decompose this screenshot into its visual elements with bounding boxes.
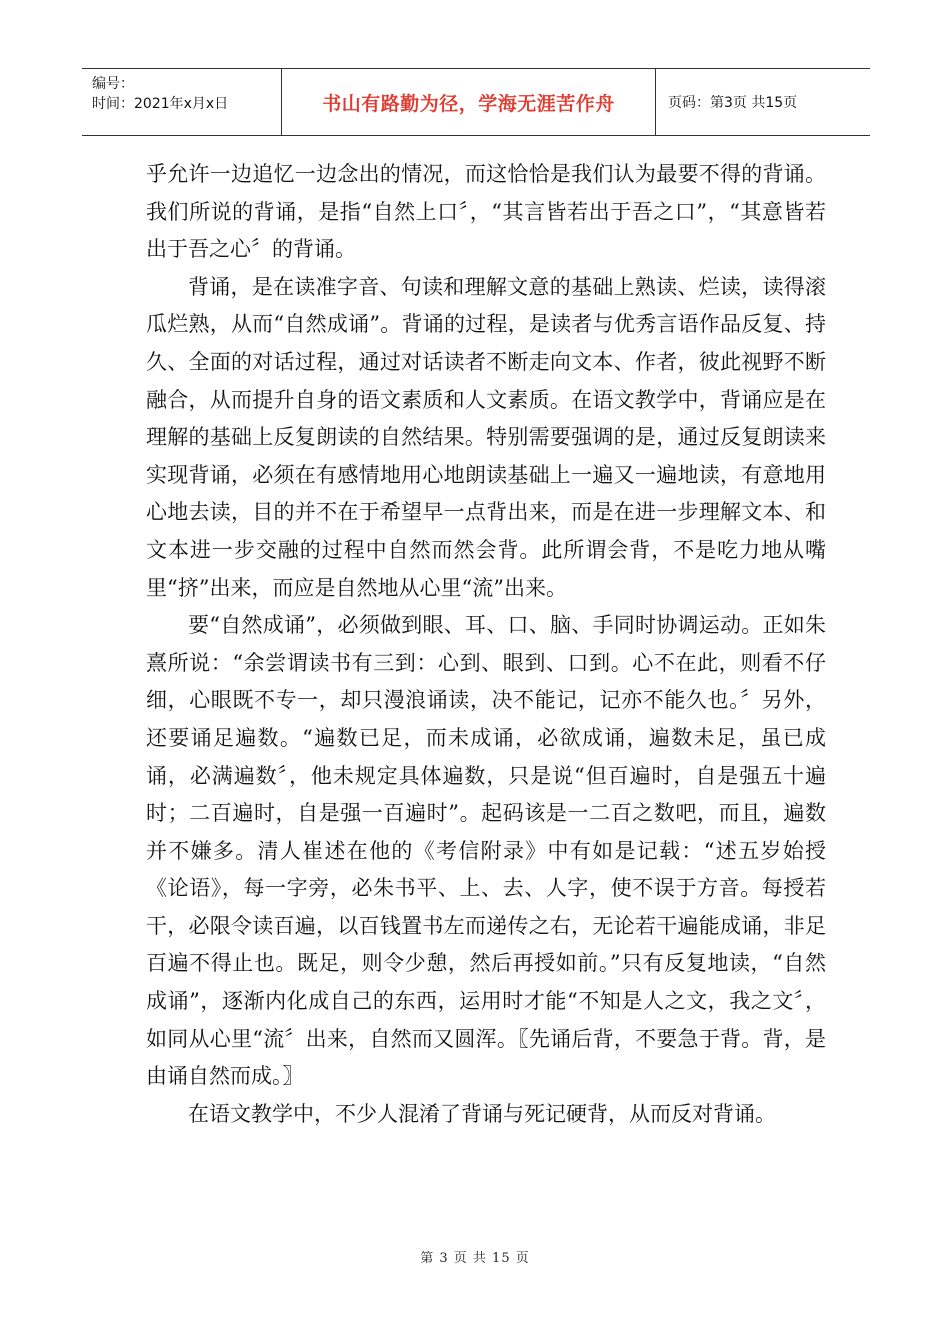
paragraph-continuation: 乎允许一边追忆一边念出的情况，而这恰恰是我们认为最要不得的背诵。我们所说的背诵，是指“自然上口〞，“其言皆若出于吾之口”，“其意皆若出于吾之心〞的背诵。: [146, 162, 826, 262]
paragraph: 要“自然成诵”，必须做到眼、耳、口、脑、手同时协调运动。正如朱熹所说：“余尝谓读书有三到：心到、眼到、口到。心不在此，则看不仔细，心眼既不专一，却只漫浪诵读，决不能记，记亦不能久也。〞另外，还要诵足遍数。“遍数已足，而未成诵，必欲成诵，遍数未足，虽已成诵，必满遍数〞，他未规定具体遍数，只是说“但百遍时，自是强五十遍时；二百遍时，自是强一百遍时”。起码该是一二百之数吧，而且，遍数并不嫌多。清人崔述在他的《考信附录》中有如是记载：“述五岁始授《论语》，每一字旁，必朱书平、上、去、人字，使不误于方音。每授若干，必限令读百遍，以百钱置书左而递传之右，无论若干遍能成诵，非足百遍不得止也。既足，则令少憩，然后再授如前。”只有反复地读，“自然成诵”，逐渐内化成自己的东西，运用时才能“不知是人之文，我之文〞，如同从心里“流〞出来，自然而又圆浑。〖先诵后背，不要急于背。背，是由诵自然而成。〗: [146, 613, 826, 1089]
header-motto: 书山有路勤为径，学海无涯苦作舟: [282, 69, 656, 135]
page-footer: 第 3 页 共 15 页: [420, 1251, 530, 1266]
page-header: [82, 68, 870, 136]
paragraph: 在语文教学中，不少人混淆了背诵与死记硬背，从而反对背诵。: [188, 1101, 776, 1126]
header-page-info: 页码：第3页 共15页: [668, 95, 798, 111]
header-meta: [82, 69, 282, 135]
document-body: [146, 156, 826, 1133]
paragraph: 背诵，是在读准字音、句读和理解文意的基础上熟读、烂读，读得滚瓜烂熟，从而“自然成诵”。背诵的过程，是读者与优秀言语作品反复、持久、全面的对话过程，通过对话读者不断走向文本、作者，彼此视野不断融合，从而提升自身的语文素质和人文素质。在语文教学中，背诵应是在理解的基础上反复朗读的自然结果。特别需要强调的是，通过反复朗读来实现背诵，必须在有感情地用心地朗读基础上一遍又一遍地读，有意地用心地去读，目的并不在于希望早一点背出来，而是在进一步理解文本、和文本进一步交融的过程中自然而然会背。此所谓会背，不是吃力地从嘴里“挤”出来，而应是自然地从心里“流”出来。: [146, 274, 826, 600]
document-code-label: 编号：: [92, 76, 134, 92]
document-date: 时间：2021年x月x日: [92, 96, 229, 112]
